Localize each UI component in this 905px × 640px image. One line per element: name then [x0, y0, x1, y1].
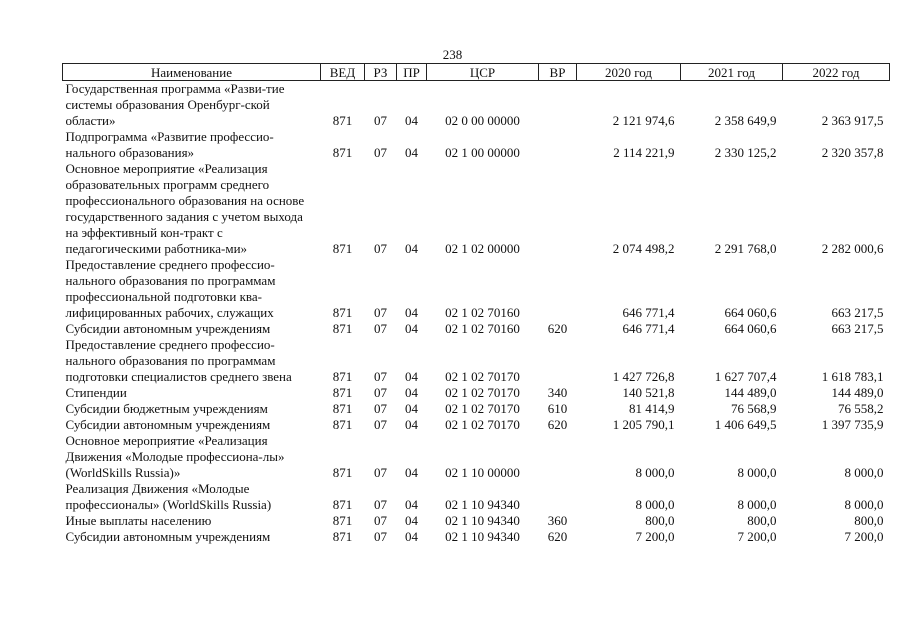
row-amount-2020: 140 521,8: [622, 385, 675, 400]
row-amount-2021: 144 489,0: [724, 385, 777, 400]
row-vr: [539, 433, 577, 481]
row-amount-2021: 8 000,0: [737, 497, 777, 512]
row-amount-2022: 8 000,0: [844, 465, 884, 480]
table-row: [63, 385, 890, 401]
row-ved: 871: [332, 401, 353, 416]
row-rz: 07: [374, 529, 387, 544]
row-vr: [539, 161, 577, 257]
row-vr: 360: [547, 513, 568, 528]
row-vr: [539, 81, 577, 130]
header-csr: ЦСР: [427, 64, 539, 81]
row-amount-2022: 800,0: [854, 513, 884, 528]
row-pr: 04: [405, 321, 418, 336]
row-amount-2021: 800,0: [747, 513, 777, 528]
row-amount-2020: 2 121 974,6: [612, 113, 675, 128]
row-csr: 02 0 00 00000: [445, 113, 520, 128]
header-pr: ПР: [397, 64, 427, 81]
row-rz: 07: [374, 465, 387, 480]
row-amount-2021: 2 330 125,2: [714, 145, 777, 160]
row-csr: 02 1 10 94340: [445, 497, 520, 512]
row-pr: 04: [405, 305, 418, 320]
budget-table: [62, 63, 890, 545]
row-name: Подпрограмма «Развитие профессио-нального образования»: [65, 129, 274, 160]
row-rz: 07: [374, 145, 387, 160]
row-name: Стипендии: [65, 385, 127, 400]
row-name: Предоставление среднего профессио-нального образования по программам подготовки специалистов среднего звена: [65, 337, 292, 384]
row-csr: 02 1 02 00000: [445, 241, 520, 256]
row-rz: 07: [374, 113, 387, 128]
row-name: Субсидии автономным учреждениям: [65, 529, 271, 544]
row-csr: 02 1 02 70170: [445, 401, 520, 416]
row-ved: 871: [332, 529, 353, 544]
row-ved: 871: [332, 113, 353, 128]
table-row: [63, 529, 890, 545]
row-amount-2020: 1 205 790,1: [612, 417, 675, 432]
row-rz: 07: [374, 401, 387, 416]
row-vr: 610: [547, 401, 568, 416]
row-name: Субсидии автономным учреждениям: [65, 321, 271, 336]
header-vr: ВР: [539, 64, 577, 81]
row-pr: 04: [405, 241, 418, 256]
row-amount-2020: 8 000,0: [635, 497, 675, 512]
row-csr: 02 1 10 00000: [445, 465, 520, 480]
row-amount-2022: 2 282 000,6: [821, 241, 884, 256]
table-row: [63, 129, 890, 161]
row-amount-2020: 8 000,0: [635, 465, 675, 480]
row-pr: 04: [405, 145, 418, 160]
row-amount-2022: 663 217,5: [831, 305, 884, 320]
row-csr: 02 1 02 70170: [445, 369, 520, 384]
row-ved: 871: [332, 321, 353, 336]
row-ved: 871: [332, 305, 353, 320]
row-amount-2022: 663 217,5: [831, 321, 884, 336]
row-pr: 04: [405, 113, 418, 128]
row-ved: 871: [332, 385, 353, 400]
row-rz: 07: [374, 369, 387, 384]
row-name: Реализация Движения «Молодые профессионалы» (WorldSkills Russia): [65, 481, 272, 512]
row-vr: 620: [547, 321, 568, 336]
row-pr: 04: [405, 513, 418, 528]
row-amount-2021: 2 358 649,9: [714, 113, 777, 128]
row-amount-2022: 1 397 735,9: [821, 417, 884, 432]
row-amount-2020: 1 427 726,8: [612, 369, 675, 384]
header-ved: ВЕД: [321, 64, 365, 81]
row-amount-2022: 76 558,2: [838, 401, 884, 416]
row-vr: [539, 337, 577, 385]
row-amount-2022: 2 363 917,5: [821, 113, 884, 128]
table-row: [63, 81, 890, 130]
row-rz: 07: [374, 513, 387, 528]
row-rz: 07: [374, 497, 387, 512]
row-ved: 871: [332, 513, 353, 528]
row-amount-2020: 81 414,9: [629, 401, 675, 416]
row-name: Основное мероприятие «Реализация Движения «Молодые профессиона-лы» (WorldSkills Russia)»: [65, 433, 285, 480]
header-rz: РЗ: [365, 64, 397, 81]
row-csr: 02 1 02 70170: [445, 385, 520, 400]
header-2022: 2022 год: [783, 64, 890, 81]
row-amount-2021: 664 060,6: [724, 305, 777, 320]
row-name: Субсидии автономным учреждениям: [65, 417, 271, 432]
header-name: Наименование: [63, 64, 321, 81]
table-row: [63, 337, 890, 385]
row-vr: 620: [547, 417, 568, 432]
row-csr: 02 1 10 94340: [445, 529, 520, 544]
row-amount-2020: 646 771,4: [622, 321, 675, 336]
row-amount-2022: 1 618 783,1: [821, 369, 884, 384]
row-pr: 04: [405, 529, 418, 544]
row-csr: 02 1 02 70160: [445, 305, 520, 320]
table-row: [63, 161, 890, 257]
row-amount-2020: 2 114 221,9: [613, 145, 675, 160]
row-amount-2022: 144 489,0: [831, 385, 884, 400]
row-pr: 04: [405, 369, 418, 384]
table-row: [63, 417, 890, 433]
row-name: Государственная программа «Разви-тие системы образования Оренбург-ской области»: [65, 81, 285, 128]
row-vr: 620: [547, 529, 568, 544]
table-row: [63, 401, 890, 417]
row-amount-2021: 1 406 649,5: [714, 417, 777, 432]
row-vr: [539, 257, 577, 321]
table-row: [63, 513, 890, 529]
row-amount-2021: 2 291 768,0: [714, 241, 777, 256]
row-csr: 02 1 02 70160: [445, 321, 520, 336]
header-2021: 2021 год: [681, 64, 783, 81]
row-pr: 04: [405, 385, 418, 400]
table-row: [63, 257, 890, 321]
row-amount-2020: 2 074 498,2: [612, 241, 675, 256]
row-pr: 04: [405, 417, 418, 432]
row-amount-2021: 76 568,9: [731, 401, 777, 416]
row-ved: 871: [332, 497, 353, 512]
row-amount-2020: 800,0: [645, 513, 675, 528]
page-number: 238: [442, 47, 463, 62]
row-name: Предоставление среднего профессио-нального образования по программам профессиональной подготовки ква-лифицированных рабочих, служащих: [65, 257, 276, 320]
row-rz: 07: [374, 241, 387, 256]
row-ved: 871: [332, 369, 353, 384]
row-amount-2021: 1 627 707,4: [714, 369, 777, 384]
row-rz: 07: [374, 417, 387, 432]
row-vr: [539, 129, 577, 161]
row-rz: 07: [374, 385, 387, 400]
row-amount-2021: 664 060,6: [724, 321, 777, 336]
row-amount-2022: 2 320 357,8: [821, 145, 884, 160]
row-ved: 871: [332, 145, 353, 160]
row-ved: 871: [332, 417, 353, 432]
row-vr: [539, 481, 577, 513]
row-amount-2022: 8 000,0: [844, 497, 884, 512]
table-header-row: [63, 64, 890, 81]
row-ved: 871: [332, 465, 353, 480]
row-amount-2020: 7 200,0: [635, 529, 675, 544]
table-row: [63, 321, 890, 337]
header-2020: 2020 год: [577, 64, 681, 81]
row-ved: 871: [332, 241, 353, 256]
row-pr: 04: [405, 465, 418, 480]
row-amount-2022: 7 200,0: [844, 529, 884, 544]
table-row: [63, 481, 890, 513]
row-name: Иные выплаты населению: [65, 513, 212, 528]
row-name: Субсидии бюджетным учреждениям: [65, 401, 268, 416]
row-amount-2021: 7 200,0: [737, 529, 777, 544]
row-csr: 02 1 02 70170: [445, 417, 520, 432]
row-amount-2020: 646 771,4: [622, 305, 675, 320]
row-rz: 07: [374, 305, 387, 320]
row-csr: 02 1 10 94340: [445, 513, 520, 528]
row-pr: 04: [405, 401, 418, 416]
table-row: [63, 433, 890, 481]
row-rz: 07: [374, 321, 387, 336]
row-amount-2021: 8 000,0: [737, 465, 777, 480]
row-name: Основное мероприятие «Реализация образовательных программ среднего профессионального образования на основе государственного задания с учетом выхода на эффективный кон-тракт с педагогическими работника-ми»: [65, 161, 305, 256]
row-pr: 04: [405, 497, 418, 512]
row-csr: 02 1 00 00000: [445, 145, 520, 160]
row-vr: 340: [547, 385, 568, 400]
